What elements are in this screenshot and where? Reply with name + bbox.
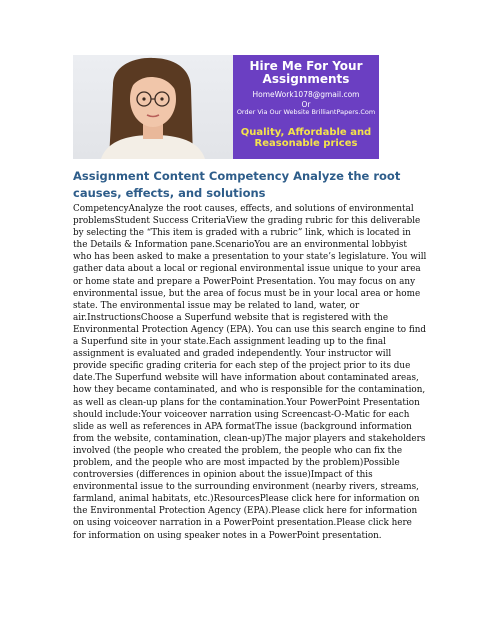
article-title: Assignment Content Competency Analyze the root causes, effects, and solutions [73,169,401,200]
advertisement-banner[interactable] [73,55,379,159]
promo-headline: Hire Me For Your Assignments [249,59,363,86]
promo-tagline: Quality, Affordable and Reasonable prices [240,127,372,149]
article-body: CompetencyAnalyze the root causes, effects, and solutions of environmental problemsStudent Success CriteriaView the grading rubric for this deliverable by selecting the “This item is graded with a rubric” link, which is located in the Details & Information pane.ScenarioYou are an environmental lobbyist who has been asked to make a presentation to your state’s legislature. You will gather data about a local or regional environmental issue unique to your area or home state and prepare a PowerPoint Presentation. You may focus on any environmental issue, but the area of focus must be in your local area or home state. The environmental issue may be related to land, water, or air.InstructionsChoose a Superfund website that is registered with the Environmental Protection Agency (EPA). You can use this search engine to find a Superfund site in your state.Each assignment leading up to the final assignment is evaluated and graded independently. Your instructor will provide specific grading criteria for each step of the project prior to its due date.The Superfund website will have information about contaminated areas, how they became contaminated, and who is responsible for the contamination, as well as clean-up plans for the contamination.Your PowerPoint Presentation should include:Your voiceover narration using Screencast-O-Matic for each slide as well as references in APA formatThe issue (background information from the website, contamination, clean-up)The major players and stakeholders involved (the people who created the problem, the people who can fix the problem, and the people who are most impacted by the problem)Possible controversies (differences in opinion about the issue)Impact of this environmental issue to the surrounding environment (nearby rivers, streams, farmland, animal habitats, etc.)ResourcesPlease click here for information on the Environmental Protection Agency (EPA).Please click here for information on using voiceover narration in a PowerPoint presentation.Please click here for information on using speaker notes in a PowerPoint presentation. [73,204,427,541]
promo-or: Or [301,100,311,109]
promo-email[interactable]: HomeWork1078@gmail.com [252,90,360,99]
promo-order-website[interactable]: Order Via Our Website BrilliantPapers.Com [236,108,376,116]
woman-portrait-image [73,55,233,159]
promo-panel [233,55,379,159]
